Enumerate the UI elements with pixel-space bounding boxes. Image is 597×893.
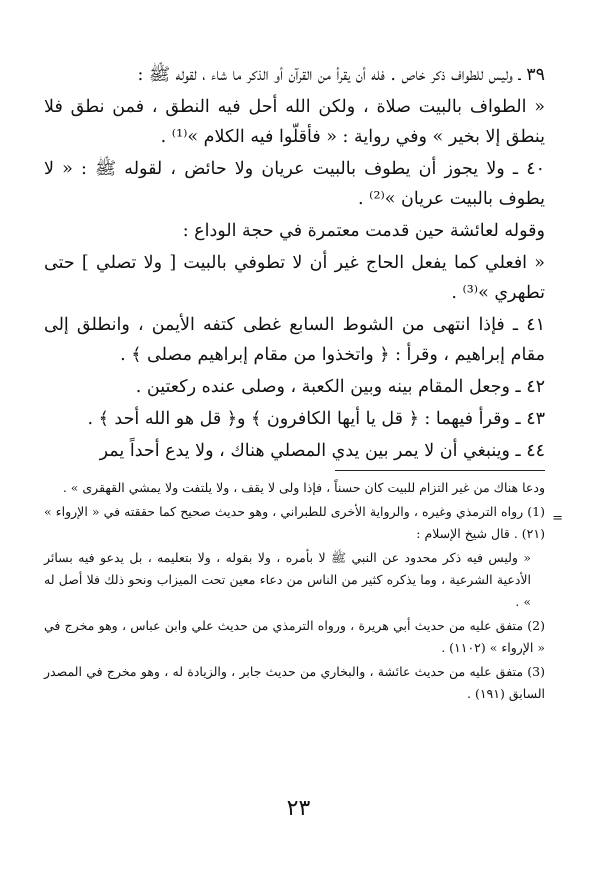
footnote-divider bbox=[335, 470, 545, 471]
main-text bbox=[44, 60, 545, 466]
continuation-mark: = bbox=[552, 511, 563, 526]
footnote-2: (2) متفق عليه من حديث أبي هريرة ، ورواه الترمذي من حديث علي وابن عباس ، وهو مخرج في « الإرواء » (١١٠٢) . bbox=[44, 618, 545, 655]
hadith-tawaf-salah: « الطواف بالبيت صلاة ، ولكن الله أحل فيه النطق ، فمن نطق فلا ينطق إلا بخير » وفي رواية : « فأقلّوا فيه الكلام »⁽¹⁾ . bbox=[44, 97, 545, 147]
aisha-intro: وقوله لعائشة حين قدمت معتمرة في حجة الوداع : bbox=[182, 221, 545, 241]
footnote-1: (1) رواه الترمذي وغيره ، والرواية الأخرى للطبراني ، وهو حديث صحيح كما حققته في « الإرواء » (٢١) . قال شيخ الإسلام : bbox=[44, 504, 545, 541]
paragraph-43: ٤٣ ـ وقرأ فيهما : ﴿ قل يا أيها الكافرون ﴾ و﴿ قل هو الله أحد ﴾ . bbox=[87, 409, 545, 429]
footnote-1-quote: « وليس فيه ذكر محدود عن النبي ﷺ لا بأمره ، ولا بقوله ، ولا بتعليمه ، بل يدعو فيه بسائر الأدعية الشرعية ، وما يذكره كثير من الناس من دعاء معين تحت الميزاب ونحو ذلك فلا أصل له » . bbox=[44, 550, 531, 609]
paragraph-42: ٤٢ ـ وجعل المقام بينه وبين الكعبة ، وصلى عنده ركعتين . bbox=[135, 377, 545, 397]
paragraph-40: ٤٠ ـ ولا يجوز أن يطوف بالبيت عريان ولا حائض ، لقوله ﷺ : « لا يطوف بالبيت عريان »⁽²⁾ . bbox=[44, 159, 545, 209]
footnotes bbox=[44, 477, 545, 705]
paragraph-39: ٣٩ ـ وليس للطواف ذكر خاص . فله أن يقرأ من القرآن أو الذكر ما شاء ، لقوله ﷺ : bbox=[137, 65, 545, 85]
paragraph-44: ٤٤ ـ وينبغي أن لا يمر بين يدي المصلي هناك ، ولا يدع أحداً يمر bbox=[99, 441, 545, 461]
hadith-aisha: « افعلي كما يفعل الحاج غير أن لا تطوفي بالبيت [ ولا تصلي ] حتى تطهري »⁽³⁾ . bbox=[44, 253, 545, 303]
page-number: ٢٣ bbox=[286, 796, 311, 821]
footnote-3: (3) متفق عليه من حديث عائشة ، والبخاري من حديث جابر ، والزيادة له ، وهو مخرج في المصدر السابق (١٩١) . bbox=[44, 664, 545, 701]
paragraph-41: ٤١ ـ فإذا انتهى من الشوط السابع غطى كتفه الأيمن ، وانطلق إلى مقام إبراهيم ، وقرأ : ﴿ واتخذوا من مقام إبراهيم مصلى ﴾ . bbox=[44, 315, 545, 365]
footnote-continuation: ودعا هناك من غير التزام للبيت كان حسناً ، فإذا ولى لا يقف ، ولا يلتفت ولا يمشي القهقرى » . bbox=[62, 480, 545, 495]
